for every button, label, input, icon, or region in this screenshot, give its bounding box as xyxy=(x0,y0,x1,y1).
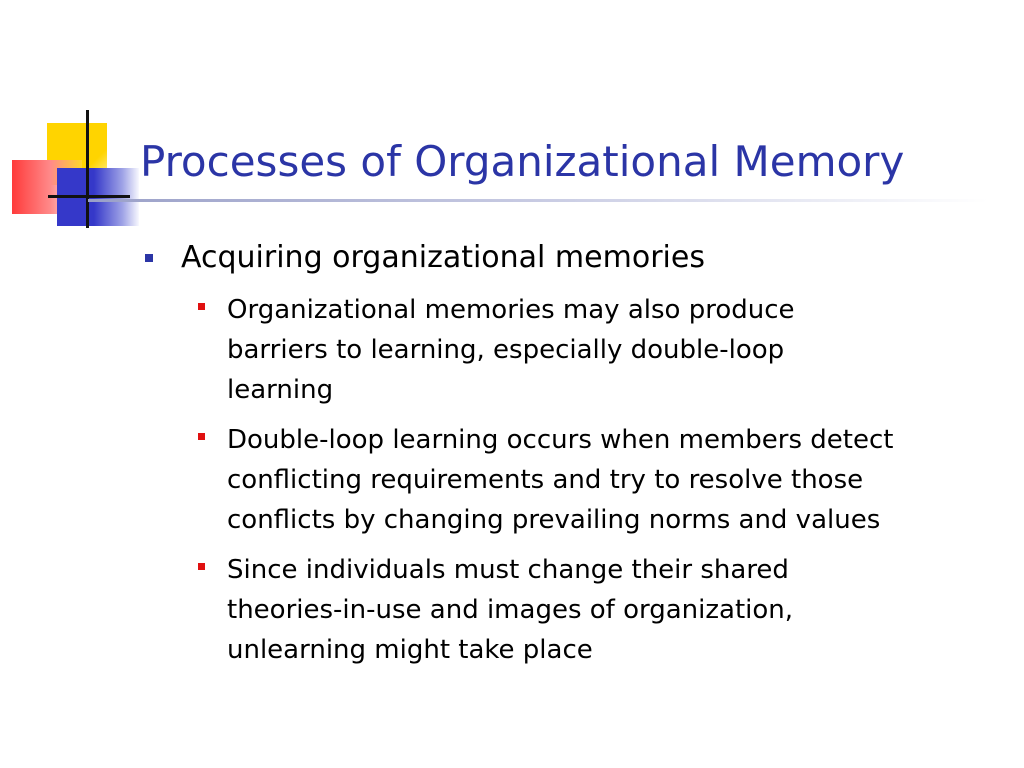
sub-bullet-line: theories-in-use and images of organization, xyxy=(227,595,794,625)
square-bullet-icon xyxy=(198,563,205,570)
sub-bullet-line: conflicts by changing prevailing norms and values xyxy=(227,505,881,535)
sub-bullet-text xyxy=(227,290,1005,410)
title-underline xyxy=(88,199,988,202)
bullet-level1 xyxy=(145,238,1005,278)
sub-bullet-text xyxy=(227,550,1005,670)
sub-bullet-line: Since individuals must change their shared xyxy=(227,555,789,585)
sub-bullet-line: barriers to learning, especially double-loop xyxy=(227,335,785,365)
slide-logo-icon xyxy=(0,0,150,240)
logo-vertical-line xyxy=(86,110,89,228)
square-bullet-icon xyxy=(145,254,153,262)
sub-bullet-line: conflicting requirements and try to resolve those xyxy=(227,465,864,495)
slide-title: Processes of Organizational Memory xyxy=(140,137,905,186)
sub-bullet-line: Double-loop learning occurs when members detect xyxy=(227,425,894,455)
sub-bullet xyxy=(198,420,1005,540)
sub-bullet-line: unlearning might take place xyxy=(227,635,593,665)
square-bullet-icon xyxy=(198,433,205,440)
sub-bullet xyxy=(198,290,1005,410)
sub-bullet-text xyxy=(227,420,1005,540)
slide-body xyxy=(145,238,1005,680)
logo-horizontal-line xyxy=(48,195,130,198)
sub-bullet-line: learning xyxy=(227,375,334,405)
sub-bullet-line: Organizational memories may also produce xyxy=(227,295,795,325)
sub-bullet-list xyxy=(145,290,1005,670)
bullet-level1-text: Acquiring organizational memories xyxy=(181,240,705,275)
square-bullet-icon xyxy=(198,303,205,310)
sub-bullet xyxy=(198,550,1005,670)
